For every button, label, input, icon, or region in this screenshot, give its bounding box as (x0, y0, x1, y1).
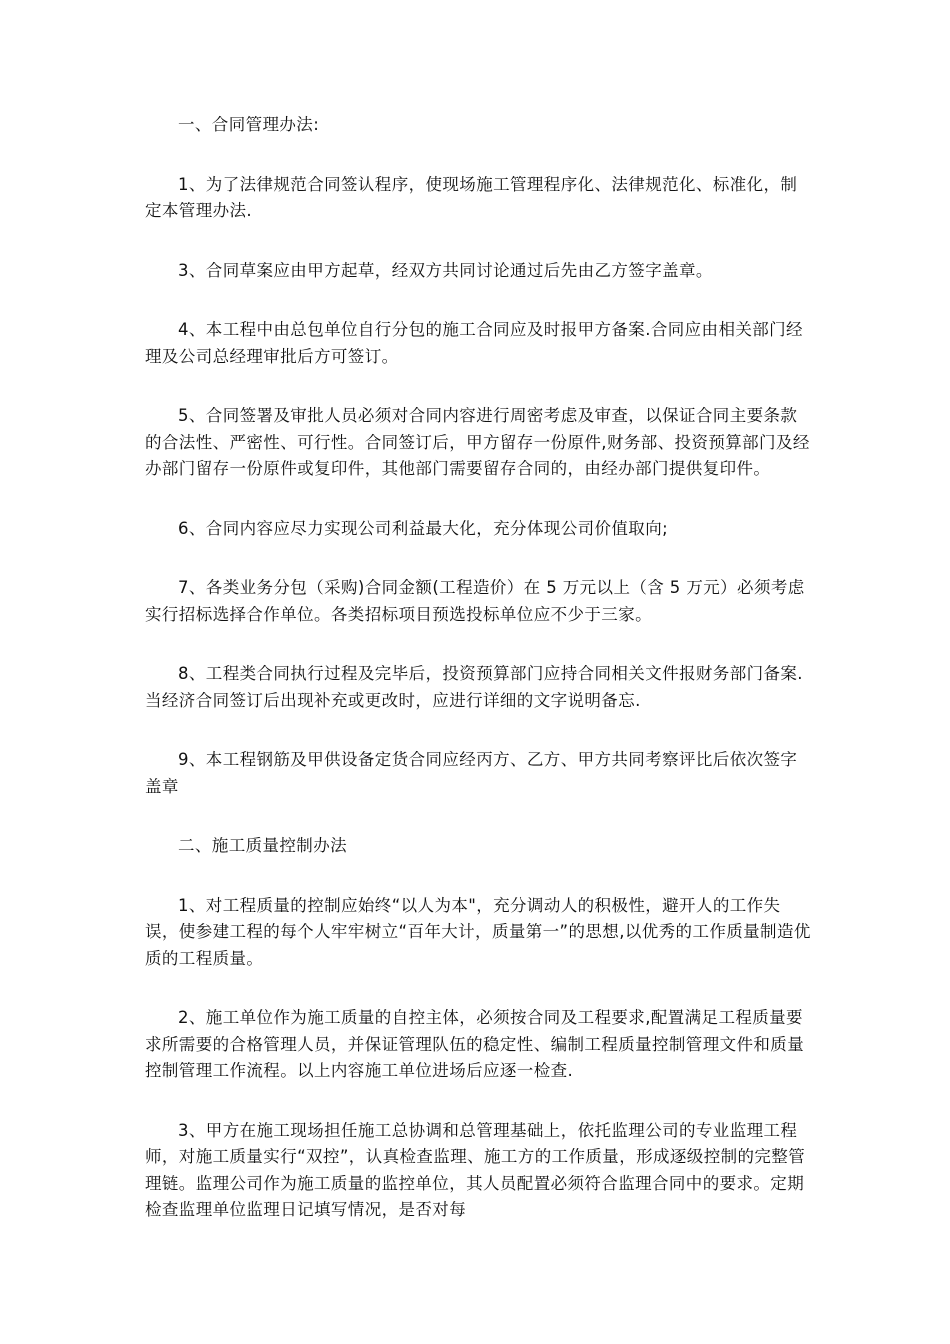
paragraph-contract-item-8: 8、工程类合同执行过程及完毕后，投资预算部门应持合同相关文件报财务部门备案.当经济合同签订后出现补充或更改时，应进行详细的文字说明备忘. (145, 664, 803, 710)
paragraph-quality-item-3: 3、甲方在施工现场担任施工总协调和总管理基础上，依托监理公司的专业监理工程师，对施工质量实行“双控”，认真检查监理、施工方的工作质量，形成逐级控制的完整管理链。监理公司作为施工质量的监控单位，其人员配置必须符合监理合同中的要求。定期检查监理单位监理日记填写情况，是否对每 (145, 1120, 806, 1219)
paragraph-contract-item-4: 4、本工程中由总包单位自行分包的施工合同应及时报甲方备案.合同应由相关部门经理及公司总经理审批后方可签订。 (145, 320, 803, 366)
paragraph-contract-item-7: 7、各类业务分包（采购)合同金额(工程造价）在 5 万元以上（含 5 万元）必须考虑实行招标选择合作单位。各类招标项目预选投标单位应不少于三家。 (145, 578, 805, 624)
paragraph-quality-item-2: 2、施工单位作为施工质量的自控主体，必须按合同及工程要求,配置满足工程质量要求所需要的合格管理人员，并保证管理队伍的稳定性、编制工程质量控制管理文件和质量控制管理工作流程。以上内容施工单位进场后应逐一检查. (145, 1008, 805, 1080)
document-body (145, 112, 813, 1257)
paragraph-contract-item-5: 5、合同签署及审批人员必须对合同内容进行周密考虑及审查，以保证合同主要条款的合法性、严密性、可行性。合同签订后，甲方留存一份原件,财务部、投资预算部门及经办部门留存一份原件或复印件，其他部门需要留存合同的，由经办部门提供复印件。 (145, 406, 810, 478)
paragraph-contract-item-9: 9、本工程钢筋及甲供设备定货合同应经丙方、乙方、甲方共同考察评比后依次签字盖章 (145, 750, 798, 796)
paragraph-contract-item-1: 1、为了法律规范合同签认程序，使现场施工管理程序化、法律规范化、标准化，制定本管理办法. (145, 174, 798, 220)
section-heading-quality-control: 二、施工质量控制办法 (178, 836, 347, 855)
section-heading-contract-management: 一、合同管理办法: (178, 115, 320, 134)
paragraph-quality-item-1: 1、对工程质量的控制应始终“以人为本"，充分调动人的积极性，避开人的工作失误，使参建工程的每个人牢牢树立“百年大计，质量第一”的思想,以优秀的工作质量制造优质的工程质量。 (145, 895, 811, 968)
paragraph-contract-item-6: 6、合同内容应尽力实现公司利益最大化，充分体现公司价值取向; (178, 518, 669, 538)
paragraph-contract-item-3: 3、合同草案应由甲方起草，经双方共同讨论通过后先由乙方签字盖章。 (178, 260, 713, 280)
